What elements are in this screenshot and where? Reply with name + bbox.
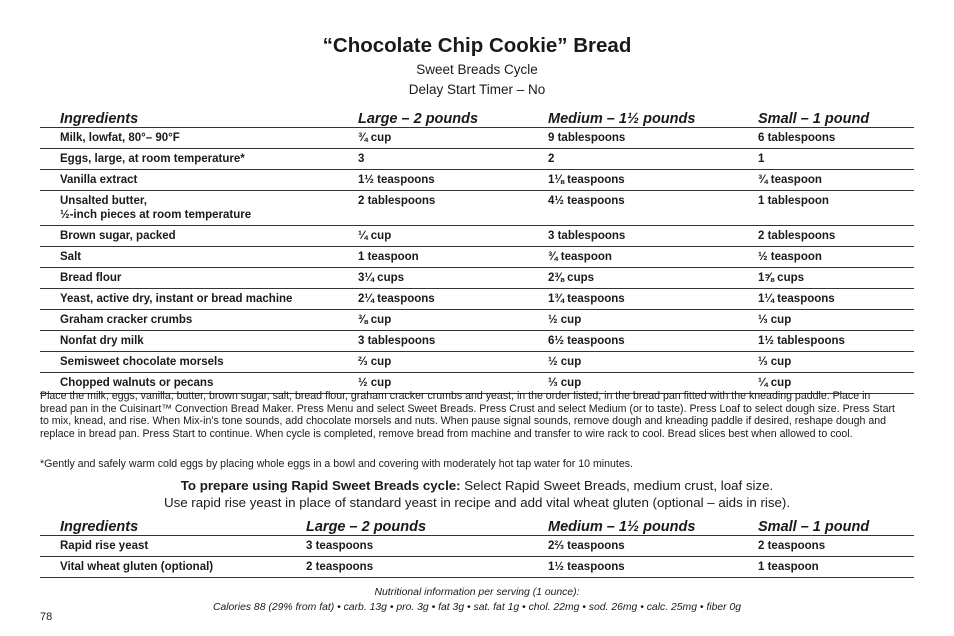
table-row	[40, 149, 914, 170]
table-row	[40, 191, 914, 226]
table-cell: 2 tablespoons	[758, 226, 914, 247]
column-header: Medium – 1½ pounds	[548, 514, 758, 536]
table-cell: ¾ teaspoon	[758, 170, 914, 191]
table-cell: ¾ cup	[358, 128, 548, 149]
table-cell: Graham cracker crumbs	[40, 310, 358, 331]
table-cell: 1 teaspoon	[758, 557, 914, 578]
delay-timer-label: Delay Start Timer – No	[408, 82, 546, 97]
table-cell: 1	[758, 149, 914, 170]
table-cell: Vital wheat gluten (optional)	[40, 557, 306, 578]
table-cell: 4½ teaspoons	[548, 191, 758, 226]
table-cell: 1 tablespoon	[758, 191, 914, 226]
rapid-cycle-text-2: Use rapid rise yeast in place of standard yeast in recipe and add vital wheat gluten (optional – aids in rise).	[163, 495, 791, 510]
table-cell: ¼ cup	[358, 226, 548, 247]
table-cell: 3 tablespoons	[548, 226, 758, 247]
table-cell: Rapid rise yeast	[40, 536, 306, 557]
nutrition-values: Calories 88 (29% from fat) • carb. 13g • pro. 3g • fat 3g • sat. fat 1g • chol. 22mg • sod. 26mg • calc. 25mg • fiber 0g	[212, 602, 742, 613]
table-cell: 2	[548, 149, 758, 170]
table-cell: 1½ teaspoons	[548, 557, 758, 578]
rapid-ingredients-table	[40, 514, 914, 578]
column-header: Ingredients	[40, 514, 306, 536]
rapid-cycle-note	[0, 477, 954, 511]
table-cell: ½ cup	[548, 352, 758, 373]
table-body	[40, 128, 914, 394]
nutrition-heading: Nutritional information per serving (1 ounce):	[374, 587, 580, 598]
table-row	[40, 226, 914, 247]
table-header-row	[40, 514, 914, 536]
recipe-title: “Chocolate Chip Cookie” Bread	[322, 34, 632, 57]
table-row	[40, 557, 914, 578]
table-cell: ⅓ cup	[758, 310, 914, 331]
table-row	[40, 247, 914, 268]
table-cell: 3	[358, 149, 548, 170]
table-cell: 6½ teaspoons	[548, 331, 758, 352]
column-header: Small – 1 pound	[758, 106, 914, 128]
table-cell: 2⅔ teaspoons	[548, 536, 758, 557]
rapid-cycle-text-1: Select Rapid Sweet Breads, medium crust, loaf size.	[460, 478, 774, 493]
table-cell: 2⅜ cups	[548, 268, 758, 289]
table-cell: 1⅝ cups	[758, 268, 914, 289]
table-cell: ¾ teaspoon	[548, 247, 758, 268]
rapid-cycle-label: To prepare using Rapid Sweet Breads cycle:	[180, 478, 461, 493]
table-cell: 2 teaspoons	[758, 536, 914, 557]
table-cell: Vanilla extract	[40, 170, 358, 191]
table-body	[40, 536, 914, 578]
cycle-label: Sweet Breads Cycle	[416, 62, 538, 77]
table-row	[40, 170, 914, 191]
table-cell: Semisweet chocolate morsels	[40, 352, 358, 373]
table-row	[40, 289, 914, 310]
table-cell: 6 tablespoons	[758, 128, 914, 149]
table-cell: Bread flour	[40, 268, 358, 289]
table-cell: 9 tablespoons	[548, 128, 758, 149]
table-cell: Yeast, active dry, instant or bread machine	[40, 289, 358, 310]
table-row	[40, 310, 914, 331]
table-cell: 3 tablespoons	[358, 331, 548, 352]
table-cell: 1 teaspoon	[358, 247, 548, 268]
table-cell: 3 teaspoons	[306, 536, 548, 557]
ingredients-table	[40, 106, 914, 394]
table-row	[40, 331, 914, 352]
table-cell: ⅓ cup	[758, 352, 914, 373]
table-cell: ½ teaspoon	[758, 247, 914, 268]
table-cell: 1¾ teaspoons	[548, 289, 758, 310]
table-cell: 2 tablespoons	[358, 191, 548, 226]
table-cell: ½ cup	[548, 310, 758, 331]
column-header: Ingredients	[40, 106, 358, 128]
table-cell: ⅜ cup	[358, 310, 548, 331]
table-row	[40, 536, 914, 557]
table-row	[40, 128, 914, 149]
table-cell: 2 teaspoons	[306, 557, 548, 578]
column-header: Large – 2 pounds	[358, 106, 548, 128]
table-cell: Chopped walnuts or pecans	[40, 373, 358, 394]
table-header-row	[40, 106, 914, 128]
column-header: Small – 1 pound	[758, 514, 914, 536]
table-cell: Salt	[40, 247, 358, 268]
egg-footnote: *Gently and safely warm cold eggs by placing whole eggs in a bowl and covering with moderately hot tap water for 10 minutes.	[40, 458, 633, 470]
table-cell: Brown sugar, packed	[40, 226, 358, 247]
table-cell: 1¼ teaspoons	[758, 289, 914, 310]
table-cell: Unsalted butter, ½-inch pieces at room temperature	[40, 191, 358, 226]
table-cell: ⅔ cup	[358, 352, 548, 373]
table-cell: ½ cup	[358, 373, 548, 394]
table-cell: Nonfat dry milk	[40, 331, 358, 352]
table-cell: 3¼ cups	[358, 268, 548, 289]
page-number: 78	[40, 611, 53, 623]
column-header: Medium – 1½ pounds	[548, 106, 758, 128]
table-cell: 2¼ teaspoons	[358, 289, 548, 310]
column-header: Large – 2 pounds	[306, 514, 548, 536]
table-cell: ⅓ cup	[548, 373, 758, 394]
table-cell: 1½ tablespoons	[758, 331, 914, 352]
table-cell: 1⅛ teaspoons	[548, 170, 758, 191]
table-row	[40, 268, 914, 289]
table-row	[40, 352, 914, 373]
table-cell: ¼ cup	[758, 373, 914, 394]
table-cell: Milk, lowfat, 80°– 90°F	[40, 128, 358, 149]
table-cell: Eggs, large, at room temperature*	[40, 149, 358, 170]
instructions-paragraph: Place the milk, eggs, vanilla, butter, brown sugar, salt, bread flour, graham cracker crumbs and yeast, in the order listed, in the bread pan fitted with the kneading paddle. Place in bread pan in the Cuisinart™ Convection Bread Maker. Press Menu and select Sweet Breads. Press Crust and select Medium (or to taste). Press Loaf to select dough size. Press Start to mix, knead, and rise. When Mix-in’s tone sounds, add chocolate morsels and nuts. When pause signal sounds, remove dough and kneading paddle if desired, reshape dough and replace in bread pan. Press Start to continue. When cycle is completed, remove bread from machine and transfer to wire rack to cool. Bread slices best when allowed to cool.	[40, 390, 895, 441]
table-cell: 1½ teaspoons	[358, 170, 548, 191]
